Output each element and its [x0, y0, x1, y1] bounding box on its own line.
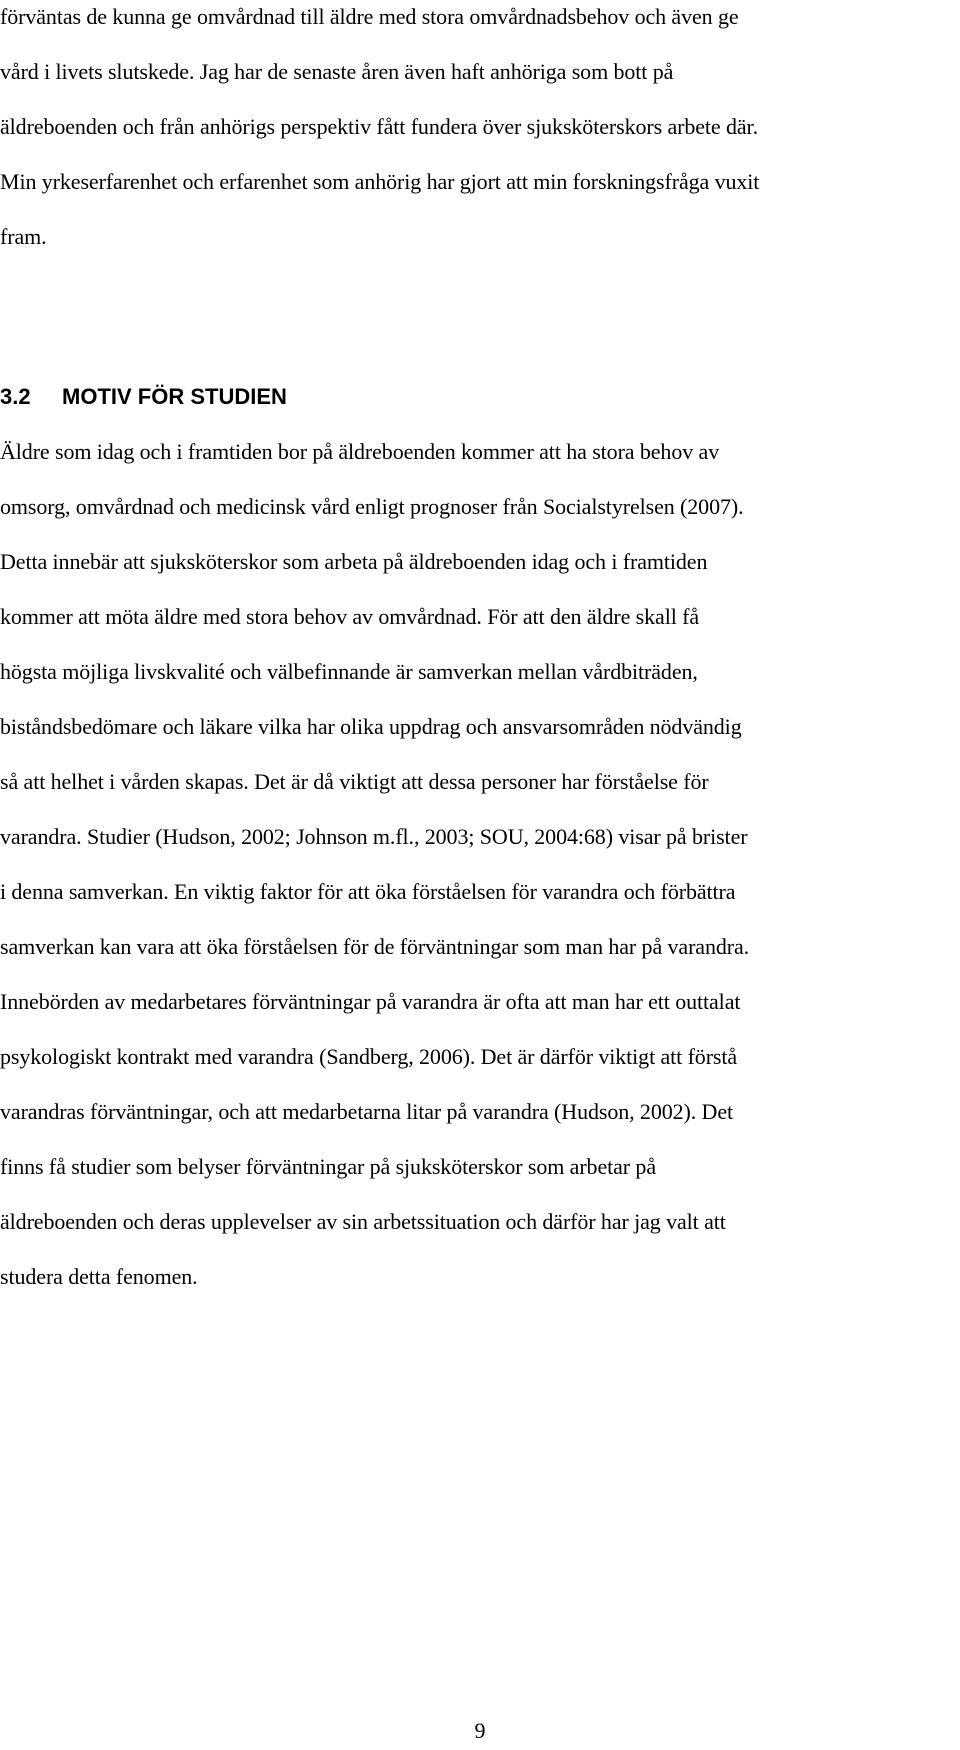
- body-line-4: kommer att möta äldre med stora behov av omvårdnad. För att den äldre skall få: [0, 604, 700, 629]
- intro-line-3: äldreboenden och från anhörigs perspektiv fått fundera över sjuksköterskors arbete där.: [0, 114, 758, 139]
- body-line-7: så att helhet i vården skapas. Det är då viktigt att dessa personer har förståelse för: [0, 769, 709, 794]
- body-line-6: biståndsbedömare och läkare vilka har olika uppdrag och ansvarsområden nödvändig: [0, 714, 742, 739]
- body-line-13: varandras förväntningar, och att medarbetarna litar på varandra (Hudson, 2002). Det: [0, 1099, 734, 1124]
- body-line-2: omsorg, omvårdnad och medicinsk vård enligt prognoser från Socialstyrelsen (2007).: [0, 494, 744, 519]
- intro-line-2: vård i livets slutskede. Jag har de senaste åren även haft anhöriga som bott på: [0, 59, 674, 84]
- body-line-9: i denna samverkan. En viktig faktor för att öka förståelsen för varandra och förbättra: [0, 879, 736, 904]
- body-line-11: Innebörden av medarbetares förväntningar på varandra är ofta att man har ett outtalat: [0, 989, 741, 1014]
- section-number: 3.2: [0, 384, 31, 409]
- body-line-1: Äldre som idag och i framtiden bor på äldreboenden kommer att ha stora behov av: [0, 439, 720, 464]
- intro-line-1: förväntas de kunna ge omvårdnad till äldre med stora omvårdnadsbehov och även ge: [0, 4, 739, 29]
- page-number: 9: [474, 1718, 486, 1743]
- section-title: MOTIV FÖR STUDIEN: [62, 384, 287, 409]
- body-line-10: samverkan kan vara att öka förståelsen för de förväntningar som man har på varandra.: [0, 934, 750, 959]
- intro-line-4: Min yrkeserfarenhet och erfarenhet som anhörig har gjort att min forskningsfråga vuxit: [0, 169, 760, 194]
- intro-line-5: fram.: [0, 224, 47, 249]
- section-heading: [0, 382, 287, 412]
- body-line-5: högsta möjliga livskvalité och välbefinnande är samverkan mellan vårdbiträden,: [0, 659, 698, 684]
- body-line-16: studera detta fenomen.: [0, 1264, 198, 1289]
- body-line-14: finns få studier som belyser förväntningar på sjuksköterskor som arbetar på: [0, 1154, 656, 1179]
- body-line-8: varandra. Studier (Hudson, 2002; Johnson m.fl., 2003; SOU, 2004:68) visar på brister: [0, 824, 748, 849]
- body-line-12: psykologiskt kontrakt med varandra (Sandberg, 2006). Det är därför viktigt att förstå: [0, 1044, 738, 1069]
- body-line-3: Detta innebär att sjuksköterskor som arbeta på äldreboenden idag och i framtiden: [0, 549, 708, 574]
- body-line-15: äldreboenden och deras upplevelser av sin arbetssituation och därför har jag valt att: [0, 1209, 726, 1234]
